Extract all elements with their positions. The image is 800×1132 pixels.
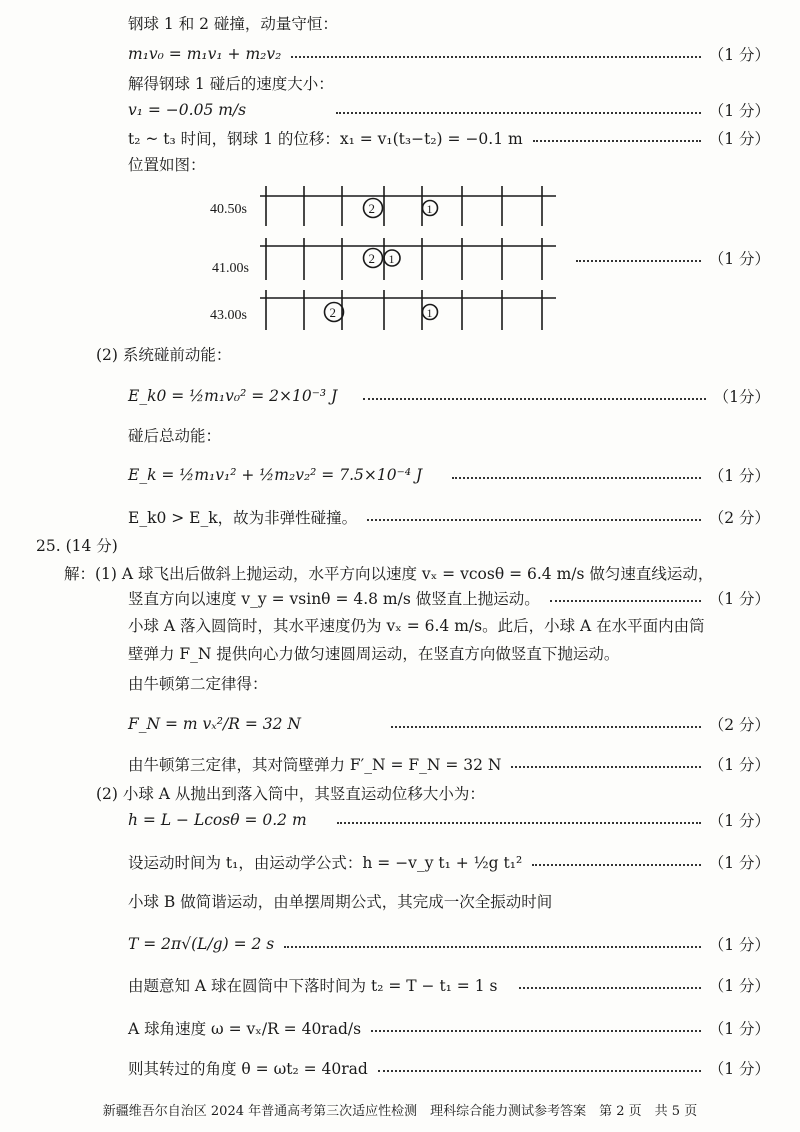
equation-line xyxy=(128,932,770,956)
displacement-text: t₂ ~ t₃ 时间，钢球 1 的位移：x₁ = v₁(t₃−t₂) = −0.1 m xyxy=(128,130,523,148)
equation-line xyxy=(128,384,770,408)
dot-leader xyxy=(550,600,701,602)
text-line: 解：(1) A 球飞出后做斜上抛运动，水平方向以速度 vₓ = vcosθ = 6.4 m/s 做匀速直线运动， xyxy=(64,565,714,583)
score-label: （1 分） xyxy=(708,250,770,268)
kinematics-text: 设运动时间为 t₁，由运动学公式：h = −v_y t₁ + ½g t₁² xyxy=(128,854,523,872)
time-label: 43.00s xyxy=(210,308,247,323)
figure-row-1 xyxy=(260,186,556,226)
figure-score-line xyxy=(576,246,770,270)
dot-leader xyxy=(371,1030,701,1032)
text-line: 钢球 1 和 2 碰撞，动量守恒： xyxy=(128,15,338,33)
kinetic-energy-after: E_k = ½m₁v₁² + ½m₂v₂² = 7.5×10⁻⁴ J xyxy=(128,466,423,484)
normal-force-equation: F_N = m vₓ²/R = 32 N xyxy=(128,715,301,733)
text-line: 壁弹力 F_N 提供向心力做匀速圆周运动，在竖直方向做竖直下抛运动。 xyxy=(128,645,620,663)
time-label: 41.00s xyxy=(212,261,249,276)
equation-line xyxy=(128,752,770,776)
dot-leader xyxy=(519,987,700,989)
score-label: （1 分） xyxy=(708,102,770,120)
question-number: 25. (14 分) xyxy=(36,537,118,555)
velocity-result: v₁ = −0.05 m/s xyxy=(128,101,247,119)
vertical-velocity: 竖直方向以速度 v_y = vsinθ = 4.8 m/s 做竖直上抛运动。 xyxy=(128,590,540,608)
time-label: 40.50s xyxy=(210,202,247,217)
momentum-equation: m₁v₀ = m₁v₁ + m₂v₂ xyxy=(128,45,282,63)
equation-line xyxy=(128,463,770,487)
score-label: （2 分） xyxy=(708,716,770,734)
equation-line xyxy=(128,808,770,832)
dot-leader xyxy=(363,398,705,400)
text-line: 由牛顿第二定律得： xyxy=(128,675,268,693)
angular-velocity-text: A 球角速度 ω = vₓ/R = 40rad/s xyxy=(128,1020,362,1038)
equation-line xyxy=(128,586,770,610)
kinetic-energy-before: E_k0 = ½m₁v₀² = 2×10⁻³ J xyxy=(128,387,338,405)
score-label: （1 分） xyxy=(708,467,770,485)
ball-1-number: 1 xyxy=(388,252,395,266)
figure-row-3 xyxy=(260,290,556,330)
text-line: 位置如图： xyxy=(128,156,206,174)
dot-leader xyxy=(532,864,701,866)
ball-2-number: 2 xyxy=(368,251,375,266)
ball-1-number: 1 xyxy=(426,202,433,216)
fall-time-text: 由题意知 A 球在圆筒中下落时间为 t₂ = T − t₁ = 1 s xyxy=(128,977,498,995)
position-figure xyxy=(0,0,800,340)
dot-leader xyxy=(391,726,701,728)
equation-line xyxy=(128,505,770,529)
text-line: 小球 B 做简谐运动，由单摆周期公式，其完成一次全振动时间 xyxy=(128,893,553,911)
text-line: 碰后总动能： xyxy=(128,427,222,445)
height-equation: h = L − Lcosθ = 0.2 m xyxy=(128,811,307,829)
ball-2-number: 2 xyxy=(329,305,336,320)
collision-conclusion: E_k0 > E_k，故为非弹性碰撞。 xyxy=(128,509,358,527)
equation-line xyxy=(128,850,770,874)
text-line: 小球 A 落入圆筒时，其水平速度仍为 vₓ = 6.4 m/s。此后，小球 A 在水平面内由筒 xyxy=(128,617,705,635)
ball-1-number: 1 xyxy=(426,306,433,320)
score-label: （1 分） xyxy=(708,936,770,954)
score-label: （1 分） xyxy=(708,130,770,148)
dot-leader xyxy=(284,946,700,948)
score-label: （1 分） xyxy=(708,590,770,608)
text-line: 解得钢球 1 碰后的速度大小： xyxy=(128,75,334,93)
dot-leader xyxy=(337,822,701,824)
period-equation: T = 2π√(L/g) = 2 s xyxy=(128,935,275,953)
score-label: （1 分） xyxy=(708,1060,770,1078)
figure-row-2 xyxy=(260,238,556,280)
score-label: （1 分） xyxy=(708,756,770,774)
equation-line xyxy=(128,712,770,736)
dot-leader xyxy=(367,519,701,521)
ball-2-number: 2 xyxy=(368,201,375,216)
score-label: （1 分） xyxy=(708,977,770,995)
equation-line xyxy=(128,1016,770,1040)
score-label: （1 分） xyxy=(708,854,770,872)
rotation-angle-text: 则其转过的角度 θ = ωt₂ = 40rad xyxy=(128,1060,368,1078)
equation-line xyxy=(128,1056,770,1080)
dot-leader xyxy=(511,766,700,768)
dot-leader xyxy=(452,477,701,479)
equation-line xyxy=(128,973,770,997)
dot-leader xyxy=(576,260,701,262)
subquestion-heading: (2) 小球 A 从抛出到落入筒中，其竖直运动位移大小为： xyxy=(96,785,485,803)
score-label: （1 分） xyxy=(708,1020,770,1038)
dot-leader xyxy=(378,1070,701,1072)
score-label: （1 分） xyxy=(708,812,770,830)
score-label: （2 分） xyxy=(708,509,770,527)
third-law-text: 由牛顿第三定律，其对筒壁弹力 F′_N = F_N = 32 N xyxy=(128,756,502,774)
subquestion-heading: (2) 系统碰前动能： xyxy=(96,346,232,364)
score-label: （1 分） xyxy=(708,46,770,64)
score-label: （1分） xyxy=(713,388,770,406)
page-footer: 新疆维吾尔自治区 2024 年普通高考第三次适应性检测 理科综合能力测试参考答案 第 2 页 共 5 页 xyxy=(102,1104,698,1119)
